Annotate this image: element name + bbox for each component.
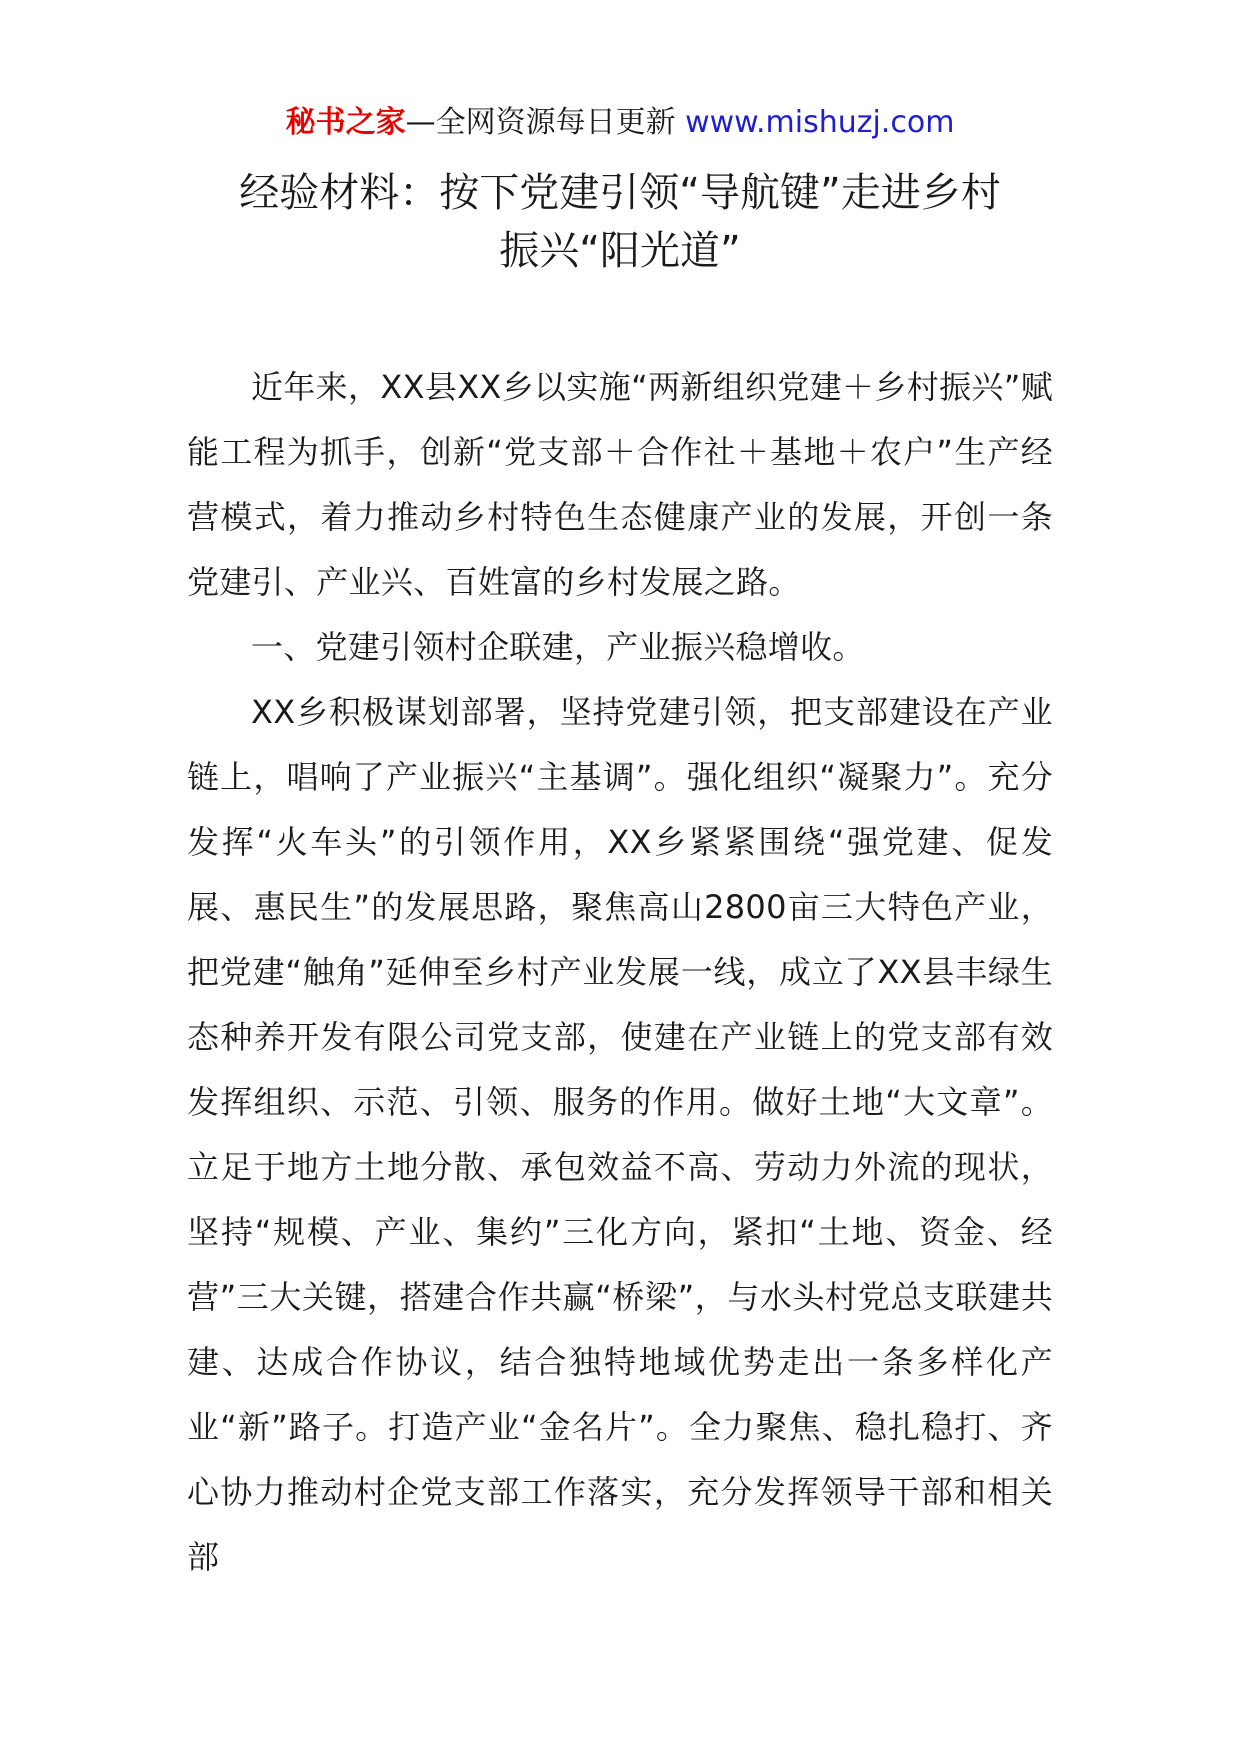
site-tagline: —全网资源每日更新 bbox=[405, 105, 676, 140]
document-body bbox=[187, 355, 1053, 1590]
document-title-line-1: 经验材料：按下党建引领“导航键”走进乡村 bbox=[239, 170, 1001, 216]
site-url-link[interactable]: www.mishuzj.com bbox=[675, 105, 955, 140]
document-title bbox=[160, 164, 1080, 280]
body-paragraph: XX乡积极谋划部署，坚持党建引领，把支部建设在产业链上，唱响了产业振兴“主基调”。强化组织“凝聚力”。充分发挥“火车头”的引领作用，XX乡紧紧围绕“强党建、促发展、惠民生”的发展思路，聚焦高山2800亩三大特色产业，把党建“触角”延伸至乡村产业发展一线，成立了XX县丰绿生态种养开发有限公司党支部，使建在产业链上的党支部有效发挥组织、示范、引领、服务的作用。做好土地“大文章”。立足于地方土地分散、承包效益不高、劳动力外流的现状，坚持“规模、产业、集约”三化方向，紧扣“土地、资金、经营”三大关键，搭建合作共赢“桥梁”，与水头村党总支联建共建、达成合作协议，结合独特地域优势走出一条多样化产业“新”路子。打造产业“金名片”。全力聚焦、稳扎稳打、齐心协力推动村企党支部工作落实，充分发挥领导干部和相关部 bbox=[187, 693, 1053, 1576]
site-header bbox=[0, 102, 1240, 144]
site-brand: 秘书之家 bbox=[285, 105, 406, 140]
section-heading: 一、党建引领村企联建，产业振兴稳增收。 bbox=[251, 628, 865, 666]
document-title-line-2: 振兴“阳光道” bbox=[499, 228, 741, 274]
intro-paragraph: 近年来，XX县XX乡以实施“两新组织党建＋乡村振兴”赋能工程为抓手，创新“党支部＋合作社＋基地＋农户”生产经营模式，着力推动乡村特色生态健康产业的发展，开创一条党建引、产业兴、百姓富的乡村发展之路。 bbox=[187, 368, 1053, 601]
